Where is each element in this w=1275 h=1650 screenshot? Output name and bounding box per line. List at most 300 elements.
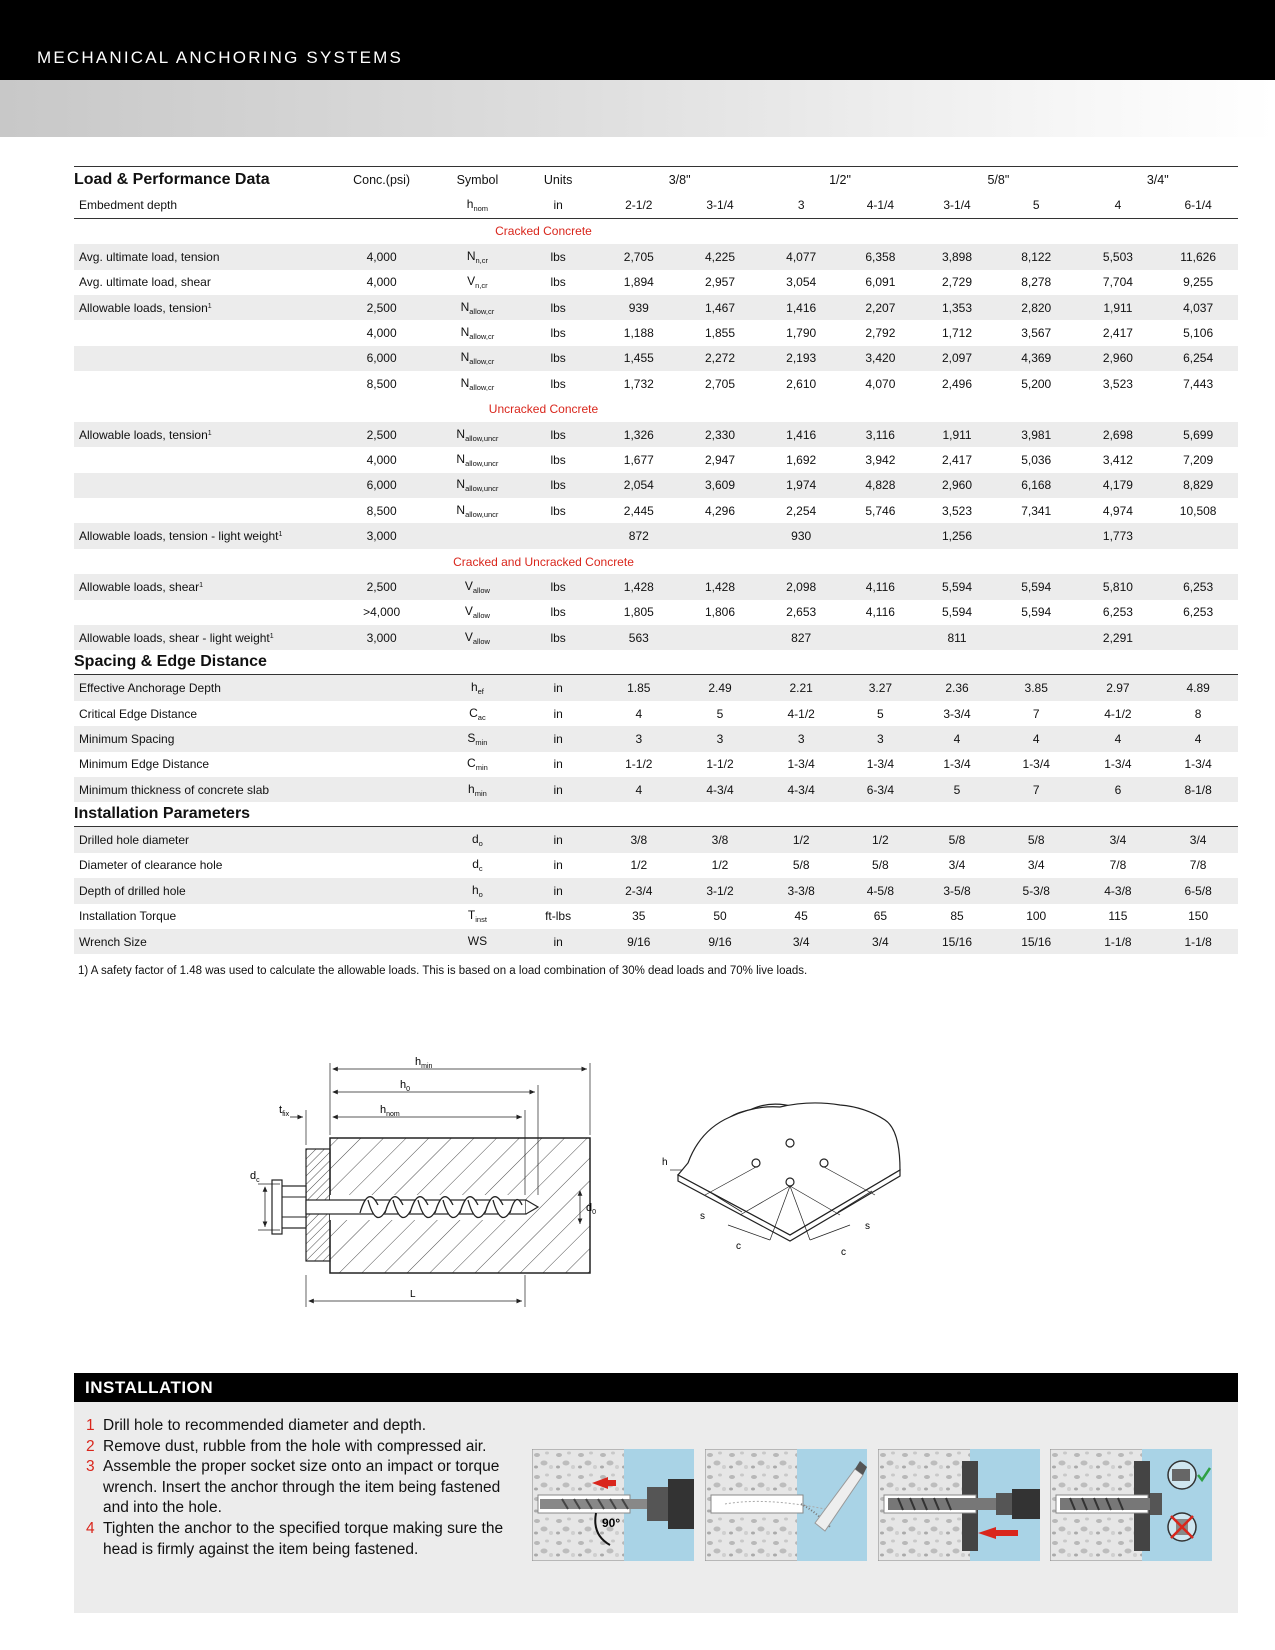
conc-cell <box>326 929 437 954</box>
value-cell: 4 <box>598 777 679 802</box>
label-L: L <box>410 1289 416 1300</box>
anchor-section-drawing <box>250 1056 596 1307</box>
value-cell: 1,790 <box>786 326 817 341</box>
table-row <box>74 346 1238 371</box>
row-label <box>74 853 326 878</box>
value-cell: 50 <box>713 909 727 924</box>
step-text: Tighten the anchor to the specified torque making sure the head is firmly against the item being fastened. <box>103 1519 504 1558</box>
value-cell: 4-3/4 <box>761 777 842 802</box>
value-cell: 3 <box>761 726 842 751</box>
value-cell: 3,609 <box>679 473 761 498</box>
symbol-text: T <box>467 908 476 923</box>
value-cell: 5,594 <box>919 574 995 599</box>
units-cell: lbs <box>518 574 599 599</box>
value-cell: 2,705 <box>598 244 679 269</box>
row-label-text: Diameter of clearance hole <box>79 858 223 873</box>
table-row <box>74 701 1238 726</box>
value-cell: 930 <box>761 523 842 548</box>
units-cell: lbs <box>550 275 566 290</box>
value-cell: 9/16 <box>598 929 679 954</box>
value-cell: 1,805 <box>623 605 654 620</box>
symbol-cell <box>437 701 518 726</box>
symbol-text: d <box>471 832 479 847</box>
table-row <box>74 853 1238 878</box>
value-cell <box>1158 625 1238 650</box>
row-label-text: Allowable loads, shear - light weight <box>79 630 270 645</box>
value-cell: 4,179 <box>1078 473 1159 498</box>
value-cell: 3/8 <box>598 827 679 853</box>
value-cell: 1/2 <box>842 827 920 853</box>
value-cell: 3,420 <box>842 346 920 371</box>
value-cell: 1,855 <box>704 326 735 341</box>
symbol-text: S <box>467 730 476 745</box>
symbol-subscript: n,cr <box>475 255 489 265</box>
value-cell: 3/4 <box>842 929 920 954</box>
value-cell: 1,353 <box>919 295 995 320</box>
spacer-cell <box>761 218 1238 244</box>
row-label <box>74 422 326 447</box>
value-cell: 85 <box>950 909 964 924</box>
embedment-value: 6-1/4 <box>1158 192 1238 218</box>
value-cell: 7,341 <box>1021 503 1052 518</box>
header-bar <box>0 0 1275 80</box>
value-cell: 2,820 <box>995 295 1078 320</box>
value-cell: 6,168 <box>995 473 1078 498</box>
value-cell: 1-1/2 <box>706 757 734 772</box>
symbol-text: h <box>470 680 478 695</box>
embedment-value: 3 <box>761 192 842 218</box>
symbol-subscript: ef <box>477 687 484 697</box>
table-row <box>74 270 1238 295</box>
symbol-cell <box>437 523 518 548</box>
symbol-cell <box>437 625 518 650</box>
load-performance-table <box>74 166 1238 954</box>
conc-cell <box>326 777 437 802</box>
row-label-text: Effective Anchorage Depth <box>79 681 221 696</box>
col-conc-header: Conc.(psi) <box>326 167 437 193</box>
value-cell: 1-1/8 <box>1078 929 1159 954</box>
conc-cell: 4,000 <box>366 326 397 341</box>
table-row <box>74 447 1238 472</box>
value-cell: 8-1/8 <box>1158 777 1238 802</box>
value-cell: 2,960 <box>919 473 995 498</box>
units-cell: lbs <box>550 326 566 341</box>
value-cell: 3-5/8 <box>919 878 995 903</box>
table-row <box>74 675 1238 701</box>
value-cell: 4-5/8 <box>842 878 920 903</box>
value-cell: 1,416 <box>761 295 842 320</box>
row-label <box>74 827 326 853</box>
value-cell: 3,523 <box>1102 376 1133 391</box>
table-row <box>74 625 1238 650</box>
table-row <box>74 777 1238 802</box>
label-s-left: s <box>700 1211 705 1222</box>
value-cell: 2,330 <box>679 422 761 447</box>
embedment-label: Embedment depth <box>74 192 326 218</box>
value-cell: 6,253 <box>1158 574 1238 599</box>
step-item <box>86 1416 516 1437</box>
conc-cell: 8,500 <box>366 503 397 518</box>
conc-cell: 8,500 <box>366 376 397 391</box>
value-cell: 872 <box>598 523 679 548</box>
conc-cell <box>326 827 437 853</box>
symbol-cell <box>437 422 518 447</box>
value-cell: 4-3/4 <box>679 777 761 802</box>
symbol-cell <box>437 878 518 903</box>
label-s-right: s <box>865 1221 870 1232</box>
value-cell: 2,957 <box>704 275 735 290</box>
header-title: MECHANICAL ANCHORING SYSTEMS <box>37 48 404 67</box>
units-cell: in <box>518 192 599 218</box>
embedment-value: 4 <box>1078 192 1159 218</box>
value-cell: 3,116 <box>842 422 920 447</box>
symbol-text: V <box>464 578 473 593</box>
symbol-cell <box>437 346 518 371</box>
symbol-cell <box>437 244 518 269</box>
conc-cell: 4,000 <box>366 275 397 290</box>
symbol-text: N <box>456 426 466 441</box>
value-cell: 3 <box>598 726 679 751</box>
value-cell: 2-3/4 <box>598 878 679 903</box>
row-label <box>74 244 326 269</box>
value-cell: 4 <box>1078 726 1159 751</box>
table-row <box>74 574 1238 599</box>
value-cell: 4-1/2 <box>787 706 815 721</box>
symbol-text: WS <box>467 933 488 948</box>
value-cell: 4,070 <box>865 376 896 391</box>
value-cell: 1-3/4 <box>1104 757 1132 772</box>
symbol-text: C <box>469 705 478 720</box>
symbol-text: C <box>467 756 476 771</box>
symbol-text: h <box>471 882 479 897</box>
value-cell: 3/4 <box>948 858 966 873</box>
step-1-drill-image <box>532 1449 694 1561</box>
value-cell <box>1158 523 1238 548</box>
value-cell: 4 <box>1158 726 1238 751</box>
row-label <box>74 346 326 371</box>
conc-cell <box>326 853 437 878</box>
step-text: Remove dust, rubble from the hole with compressed air. <box>103 1437 487 1455</box>
step-number: 1 <box>86 1417 95 1434</box>
units-cell: lbs <box>518 244 599 269</box>
symbol-subscript: allow,cr <box>469 357 495 367</box>
symbol-subscript: allow,uncr <box>465 458 499 468</box>
symbol-text: h <box>468 781 475 796</box>
row-label <box>74 447 326 472</box>
symbol-text: N <box>460 325 470 340</box>
installation-title: INSTALLATION <box>85 1378 214 1397</box>
symbol-subscript: o <box>478 889 483 899</box>
row-label <box>74 904 326 929</box>
value-cell: 2,698 <box>1078 422 1159 447</box>
row-label <box>74 726 326 751</box>
label-d0: $d_0$ <box>586 1202 597 1216</box>
row-label-text: Allowable loads, tension - light weight <box>79 529 279 544</box>
value-cell: 3.27 <box>842 675 920 701</box>
conc-cell: 3,000 <box>326 625 437 650</box>
conc-cell <box>326 701 437 726</box>
header-gradient <box>0 80 1275 137</box>
section-title: Cracked Concrete <box>495 224 592 239</box>
spacer-cell <box>761 397 1238 422</box>
row-label <box>74 320 326 345</box>
symbol-cell <box>437 600 518 625</box>
conc-cell <box>326 192 437 218</box>
value-cell: 3/4 <box>1078 827 1159 853</box>
label-hmin: $h_{min}$ <box>415 1056 433 1070</box>
table-row <box>74 827 1238 853</box>
value-cell: 3,412 <box>1102 452 1133 467</box>
value-cell: 2.49 <box>679 675 761 701</box>
footnote-marker: 1 <box>207 302 212 310</box>
conc-cell <box>326 726 437 751</box>
symbol-cell <box>437 777 518 802</box>
symbol-cell <box>437 675 518 701</box>
value-cell: 1/2 <box>630 858 648 873</box>
value-cell: 10,508 <box>1179 503 1217 518</box>
value-cell: 2,417 <box>942 452 973 467</box>
value-cell: 2.97 <box>1078 675 1159 701</box>
row-label <box>74 777 326 802</box>
table-row <box>74 422 1238 447</box>
row-label-text: Drilled hole diameter <box>79 833 190 848</box>
symbol-subscript: allow <box>472 585 490 595</box>
value-cell: 3 <box>842 726 920 751</box>
row-label-text: Allowable loads, tension <box>79 300 208 315</box>
step-item <box>86 1437 516 1458</box>
value-cell: 4.89 <box>1158 675 1238 701</box>
value-cell: 2,445 <box>623 503 654 518</box>
spacer-cell <box>74 549 326 574</box>
value-cell: 4 <box>635 706 643 721</box>
units-cell: lbs <box>550 503 566 518</box>
value-cell: 1,692 <box>786 452 817 467</box>
symbol-subscript: allow,cr <box>469 332 495 342</box>
symbol-cell <box>437 904 518 929</box>
symbol-text: V <box>464 629 473 644</box>
value-cell: 45 <box>794 909 808 924</box>
symbol-subscript: o <box>478 839 483 849</box>
value-cell: 3/4 <box>1158 827 1238 853</box>
symbol-subscript: min <box>474 788 487 798</box>
label-tfix: $t_{fix}$ <box>279 1104 290 1118</box>
label-h0: $h_0$ <box>400 1079 411 1093</box>
conc-cell <box>326 752 437 777</box>
value-cell: 100 <box>1026 909 1047 924</box>
row-label <box>74 498 326 523</box>
row-label-text: Wrench Size <box>79 934 147 949</box>
value-cell: 4,077 <box>761 244 842 269</box>
symbol-subscript: inst <box>475 915 487 925</box>
step-4-tighten-image <box>1050 1449 1212 1561</box>
value-cell: 6-5/8 <box>1158 878 1238 903</box>
label-slab-h: h <box>662 1157 668 1168</box>
row-label <box>74 523 326 548</box>
value-cell: 1,428 <box>598 574 679 599</box>
conc-cell: 4,000 <box>366 452 397 467</box>
value-cell: 5/8 <box>792 858 810 873</box>
table-row <box>74 498 1238 523</box>
value-cell: 2,653 <box>786 605 817 620</box>
value-cell: 5,746 <box>865 503 896 518</box>
spacer-cell <box>761 549 1238 574</box>
value-cell: 4,828 <box>842 473 920 498</box>
label-hnom: $h_{nom}$ <box>380 1104 400 1118</box>
value-cell: 11,626 <box>1158 244 1238 269</box>
value-cell: 2,254 <box>786 503 817 518</box>
value-cell: 2.36 <box>919 675 995 701</box>
spacer-cell <box>74 397 326 422</box>
table-row <box>74 726 1238 751</box>
value-cell: 4,974 <box>1102 503 1133 518</box>
section-row <box>74 549 1238 574</box>
symbol-subscript: nom <box>473 204 489 214</box>
value-cell: 1-1/2 <box>625 757 653 772</box>
value-cell: 7 <box>995 777 1078 802</box>
value-cell: 7,704 <box>1102 275 1133 290</box>
symbol-cell <box>437 498 518 523</box>
value-cell: 3-3/8 <box>761 878 842 903</box>
row-label-text: Minimum Spacing <box>79 731 175 746</box>
value-cell: 1-3/4 <box>787 757 815 772</box>
value-cell: 1,467 <box>679 295 761 320</box>
units-cell: in <box>518 878 599 903</box>
symbol-subscript: c <box>478 864 483 874</box>
value-cell: 5 <box>716 706 724 721</box>
install-params-group <box>74 802 1238 827</box>
value-cell: 2,193 <box>761 346 842 371</box>
value-cell: 1/2 <box>711 858 729 873</box>
value-cell: 1,188 <box>623 326 654 341</box>
value-cell: 4-1/2 <box>1104 706 1132 721</box>
units-cell: in <box>518 777 599 802</box>
step-2-blow-image <box>705 1449 867 1561</box>
symbol-text: V <box>464 604 473 619</box>
value-cell: 4,037 <box>1158 295 1238 320</box>
value-cell: 5,036 <box>1021 452 1052 467</box>
table-row <box>74 320 1238 345</box>
anchor-diagrams <box>250 1045 970 1315</box>
row-label <box>74 625 326 650</box>
symbol-subscript: min <box>475 737 488 747</box>
value-cell: 6,358 <box>842 244 920 269</box>
row-label-text: Allowable loads, tension <box>79 427 208 442</box>
value-cell: 1/2 <box>761 827 842 853</box>
symbol-cell <box>437 853 518 878</box>
row-label <box>74 270 326 295</box>
units-cell: in <box>553 706 563 721</box>
section-row <box>74 218 1238 244</box>
value-cell: 4,296 <box>704 503 735 518</box>
value-cell: 1,911 <box>1078 295 1159 320</box>
value-cell: 6,253 <box>1183 605 1214 620</box>
conc-cell: 6,000 <box>326 346 437 371</box>
value-cell: 6,254 <box>1158 346 1238 371</box>
spacer-cell <box>74 218 326 244</box>
footnote-marker: 1 <box>199 581 203 589</box>
section-title: Uncracked Concrete <box>488 402 599 417</box>
step-number: 4 <box>86 1519 95 1537</box>
symbol-text: N <box>456 477 466 492</box>
symbol-subscript: allow <box>472 636 490 646</box>
value-cell: 3,054 <box>786 275 817 290</box>
installation-steps <box>86 1416 516 1560</box>
symbol-cell <box>437 447 518 472</box>
step-number: 2 <box>86 1437 95 1455</box>
step-item <box>86 1457 516 1519</box>
conc-cell: 2,500 <box>326 295 437 320</box>
table-row <box>74 244 1238 269</box>
value-cell: 1,326 <box>598 422 679 447</box>
value-cell <box>679 625 761 650</box>
value-cell: 2,207 <box>842 295 920 320</box>
conc-cell: 6,000 <box>326 473 437 498</box>
value-cell: 1,677 <box>623 452 654 467</box>
value-cell: 5 <box>919 777 995 802</box>
value-cell: 1-3/4 <box>1022 757 1050 772</box>
value-cell: 2,496 <box>942 376 973 391</box>
units-cell: lbs <box>518 295 599 320</box>
value-cell: 827 <box>761 625 842 650</box>
value-cell: 811 <box>919 625 995 650</box>
value-cell: 1,256 <box>919 523 995 548</box>
symbol-text: h <box>466 197 474 212</box>
value-cell: 3,567 <box>1021 326 1052 341</box>
label-c-right: c <box>841 1247 846 1258</box>
spacing-group-title: Spacing & Edge Distance <box>74 650 1238 675</box>
value-cell: 8,829 <box>1158 473 1238 498</box>
units-cell: lbs <box>518 473 599 498</box>
value-cell: 4,369 <box>995 346 1078 371</box>
row-label-text: Avg. ultimate load, tension <box>79 249 220 264</box>
table-row <box>74 904 1238 929</box>
units-cell: in <box>518 675 599 701</box>
footnote-marker: 1 <box>207 429 212 437</box>
header-row <box>74 167 1238 193</box>
table-row <box>74 473 1238 498</box>
value-cell: 2,272 <box>679 346 761 371</box>
value-cell: 4,116 <box>865 605 895 620</box>
symbol-subscript: allow,cr <box>469 306 495 316</box>
row-label-text: Depth of drilled hole <box>79 883 186 898</box>
row-label <box>74 929 326 954</box>
value-cell: 8,278 <box>1021 275 1052 290</box>
value-cell: 1,428 <box>679 574 761 599</box>
value-cell: 3,898 <box>919 244 995 269</box>
value-cell: 5/8 <box>995 827 1078 853</box>
value-cell: 4,225 <box>679 244 761 269</box>
label-dc: $d_c$ <box>250 1170 260 1184</box>
symbol-subscript: allow,uncr <box>465 433 499 443</box>
value-cell: 939 <box>598 295 679 320</box>
units-cell: in <box>518 929 599 954</box>
value-cell: 2,792 <box>865 326 896 341</box>
value-cell <box>995 625 1078 650</box>
value-cell: 3/4 <box>1027 858 1045 873</box>
symbol-text: N <box>460 350 470 365</box>
value-cell: 15/16 <box>995 929 1078 954</box>
units-cell: in <box>553 757 563 772</box>
row-label <box>74 701 326 726</box>
conc-cell <box>326 878 437 903</box>
units-cell <box>518 523 599 548</box>
conc-cell <box>326 675 437 701</box>
value-cell: 5,810 <box>1078 574 1159 599</box>
value-cell: 5,200 <box>1021 376 1052 391</box>
spacing-group <box>74 650 1238 675</box>
value-cell: 3/8 <box>679 827 761 853</box>
table-row <box>74 523 1238 548</box>
